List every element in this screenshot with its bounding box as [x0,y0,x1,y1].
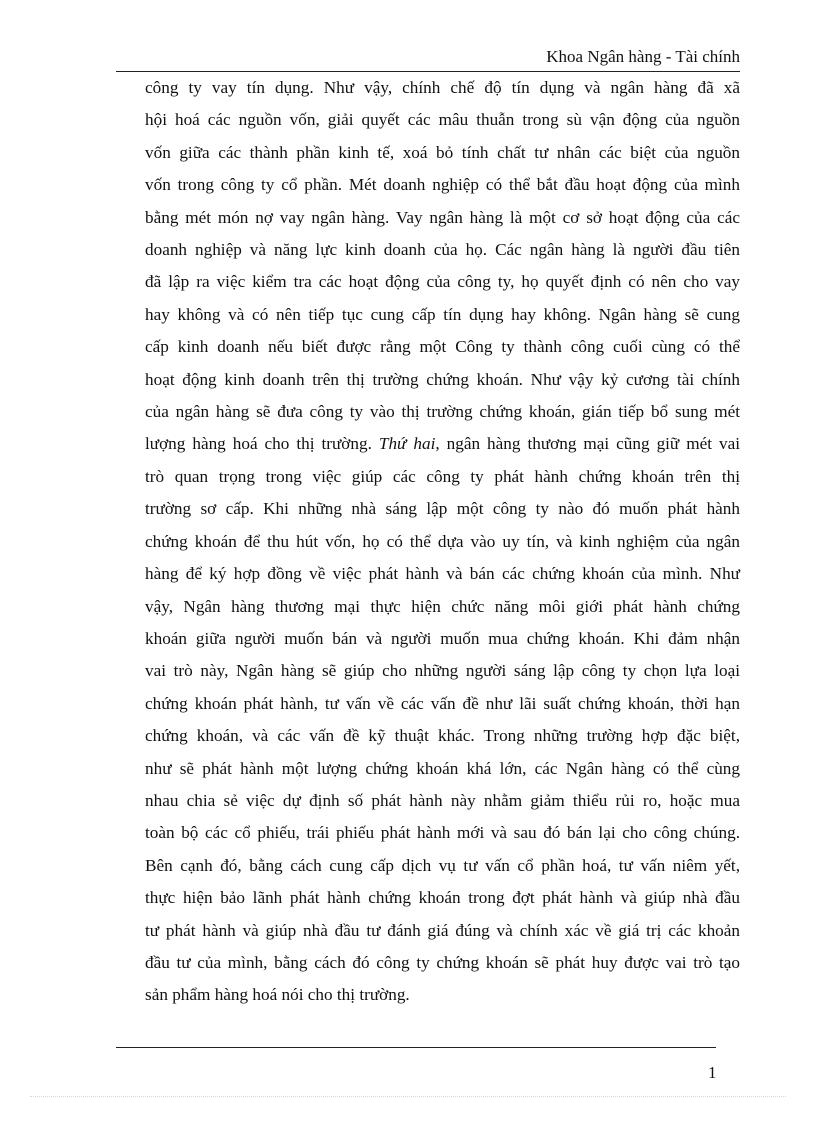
page-bottom-edge [30,1096,786,1097]
text-line: đã lập ra việc kiểm tra các hoạt động của công ty, họ quyết định có nên cho vay [145,272,740,292]
text-line: thực hiện bảo lãnh phát hành chứng khoán trong đợt phát hành và giúp nhà đầu [145,888,740,908]
emphasis-text: Thứ hai [378,434,436,454]
text-line: chứng khoán để thu hút vốn, họ có thể dựa vào uy tín, và kinh nghiệm của ngân [145,531,740,551]
text-line: hoạt động kinh doanh trên thị trường chứng khoán. Như vậy kỷ cương tài chính [145,369,740,389]
text-line: trò quan trọng trong việc giúp các công ty phát hành chứng khoán trên thị [145,466,740,486]
body-paragraph [145,72,740,1012]
text-line: vậy, Ngân hàng thương mại thực hiện chức năng môi giới phát hành chứng [145,596,740,616]
page-number: 1 [708,1063,717,1082]
text-line-last: sản phẩm hàng hoá nói cho thị trường. [145,985,410,1005]
text-segment: , ngân hàng thương mại cũng giữ mét vai [435,434,740,454]
text-line: chứng khoán phát hành, tư vấn về các vấn đề như lãi suất chứng khoán, thời hạn [145,693,740,713]
text-line: như sẽ phát hành một lượng chứng khoán khá lớn, các Ngân hàng có thể cùng [145,758,740,778]
text-line: của ngân hàng sẽ đưa công ty vào thị trường chứng khoán, gián tiếp bổ sung mét [145,402,740,422]
text-line: hay không và có nên tiếp tục cung cấp tín dụng hay không. Ngân hàng sẽ cung [145,304,740,324]
text-line: Bên cạnh đó, bằng cách cung cấp dịch vụ tư vấn cổ phần hoá, tư vấn niêm yết, [145,855,740,875]
text-line: đầu tư của mình, bằng cách đó công ty chứng khoán sẽ phát huy được vai trò tạo [145,952,740,972]
text-segment: lượng hàng hoá cho thị trường. [145,434,372,454]
text-line: bằng mét món nợ vay ngân hàng. Vay ngân hàng là một cơ sở hoạt động của các [145,207,740,227]
footer-divider [116,1047,716,1048]
text-line: vốn giữa các thành phần kinh tế, xoá bỏ tính chất tư nhân các biệt của nguồn [145,142,740,162]
text-line: chứng khoán, và các vấn đề kỹ thuật khác. Trong những trường hợp đặc biệt, [145,726,740,746]
text-line: tư phát hành và giúp nhà đầu tư đánh giá đúng và chính xác về giá trị các khoản [145,920,740,940]
text-line: doanh nghiệp và năng lực kinh doanh của họ. Các ngân hàng là người đầu tiên [145,240,740,260]
text-line: cấp kinh doanh nếu biết được rằng một Công ty thành công cuối cùng có thể [145,337,740,357]
text-line: công ty vay tín dụng. Như vậy, chính chế độ tín dụng và ngân hàng đã xã [145,78,740,97]
text-line-with-emphasis [145,428,740,460]
text-line: toàn bộ các cổ phiếu, trái phiếu phát hành mới và sau đó bán lại cho công chúng. [145,823,740,843]
text-line: hội hoá các nguồn vốn, giải quyết các mâu thuẫn trong sù vận động của nguồn [145,110,740,130]
text-line: nhau chia sẻ việc dự định số phát hành này nhằm giảm thiểu rủi ro, hoặc mua [145,790,740,810]
text-line: vốn trong công ty cổ phần. Mét doanh nghiệp có thể bắt đầu hoạt động của mình [145,175,740,195]
text-line: trường sơ cấp. Khi những nhà sáng lập một công ty nào đó muốn phát hành [145,499,740,519]
text-line: khoán giữa người muốn bán và người muốn mua chứng khoán. Khi đảm nhận [145,628,740,648]
text-line: vai trò này, Ngân hàng sẽ giúp cho những người sáng lập công ty chọn lựa loại [145,661,740,681]
page-header-title: Khoa Ngân hàng - Tài chính [546,47,740,66]
text-line: hàng để ký hợp đồng về việc phát hành và bán các chứng khoán của mình. Như [145,564,740,584]
